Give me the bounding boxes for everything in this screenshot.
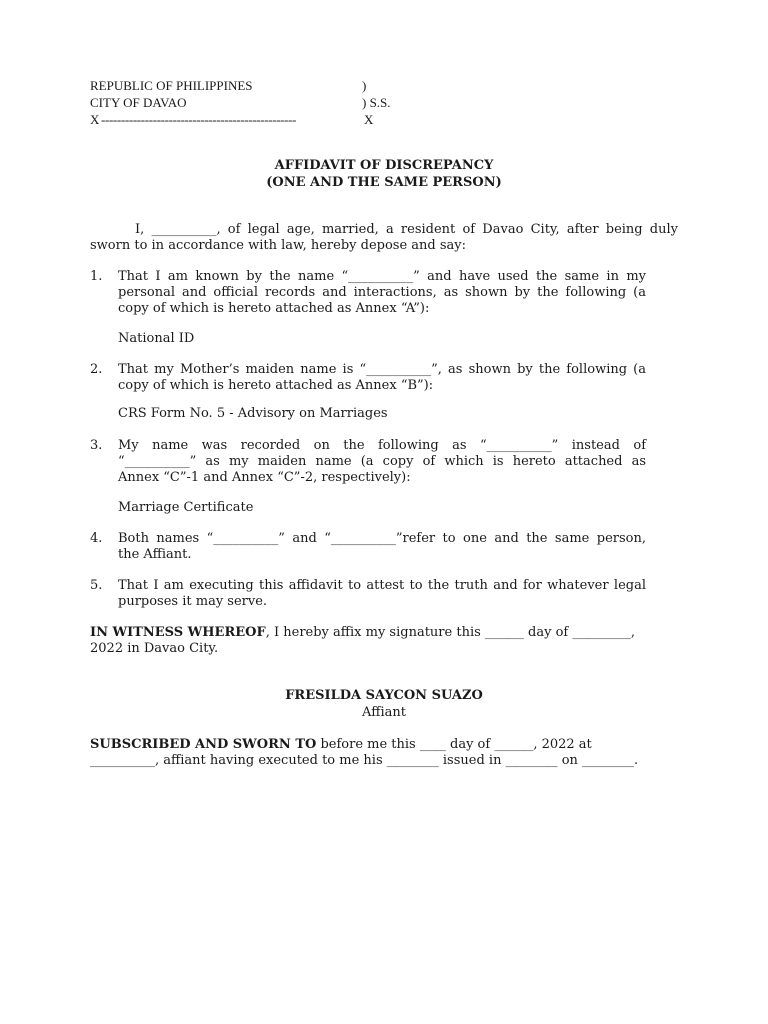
intro-line-1: I, __________, of legal age, married, a resident of Davao City, after being duly [135,222,678,237]
intro-line-2: sworn to in accordance with law, hereby depose and say: [90,238,467,253]
item-2-line-1: That my Mother’s maiden name is “__________”, as shown by the following (a [118,362,646,377]
item-4-line-1: Both names “__________” and “__________”refer to one and the same person, [118,531,646,546]
item-2-document: CRS Form No. 5 - Advisory on Marriages [118,406,388,421]
document-title: AFFIDAVIT OF DISCREPANCY [274,158,494,173]
item-1-line-3: copy of which is hereto attached as Annex “A”): [118,301,430,316]
item-3-line-1: My name was recorded on the following as “__________” instead of [118,438,646,453]
venue-paren-1: ) [362,78,367,93]
venue-x-right: X [364,112,374,127]
witness-line-2: 2022 in Davao City. [90,641,219,656]
item-3-number: 3. [90,438,103,453]
venue-ss: ) S.S. [362,95,391,110]
jurat-heading: SUBSCRIBED AND SWORN TO [90,737,317,752]
item-4-number: 4. [90,531,103,546]
item-1-line-1: That I am known by the name “__________” and have used the same in my [118,269,646,284]
item-3-document: Marriage Certificate [118,500,254,515]
venue-x-left: X [90,112,100,127]
venue-republic: REPUBLIC OF PHILIPPINES [90,78,253,93]
affiant-name: FRESILDA SAYCON SUAZO [285,688,483,703]
witness-line-1 [90,625,635,641]
jurat-line-2: __________, affiant having executed to me his ________ issued in ________ on ________. [90,753,639,768]
jurat-line-1-text: before me this ____ day of ______, 2022 at [316,737,592,752]
item-1-line-2: personal and official records and interactions, as shown by the following (a [118,285,646,300]
item-5-line-1: That I am executing this affidavit to attest to the truth and for whatever legal [118,578,646,593]
item-2-line-2: copy of which is hereto attached as Annex “B”): [118,378,434,393]
item-3-line-3: Annex “C”-1 and Annex “C”-2, respectively): [118,470,411,485]
venue-divider: ------------------------------------------------- [101,112,296,127]
item-4-line-2: the Affiant. [118,547,192,562]
venue-city: CITY OF DAVAO [90,95,187,110]
witness-line-1-text: , I hereby affix my signature this ______ day of _________, [265,625,635,640]
witness-heading: IN WITNESS WHEREOF [90,625,266,640]
affiant-label: Affiant [362,705,406,720]
item-2-number: 2. [90,362,103,377]
item-1-document: National ID [118,331,195,346]
item-5-number: 5. [90,578,103,593]
item-5-line-2: purposes it may serve. [118,594,268,609]
item-3-line-2: “__________” as my maiden name (a copy of which is hereto attached as [118,454,646,469]
item-1-number: 1. [90,269,103,284]
document-subtitle: (ONE AND THE SAME PERSON) [266,175,502,190]
jurat-line-1 [90,737,592,753]
